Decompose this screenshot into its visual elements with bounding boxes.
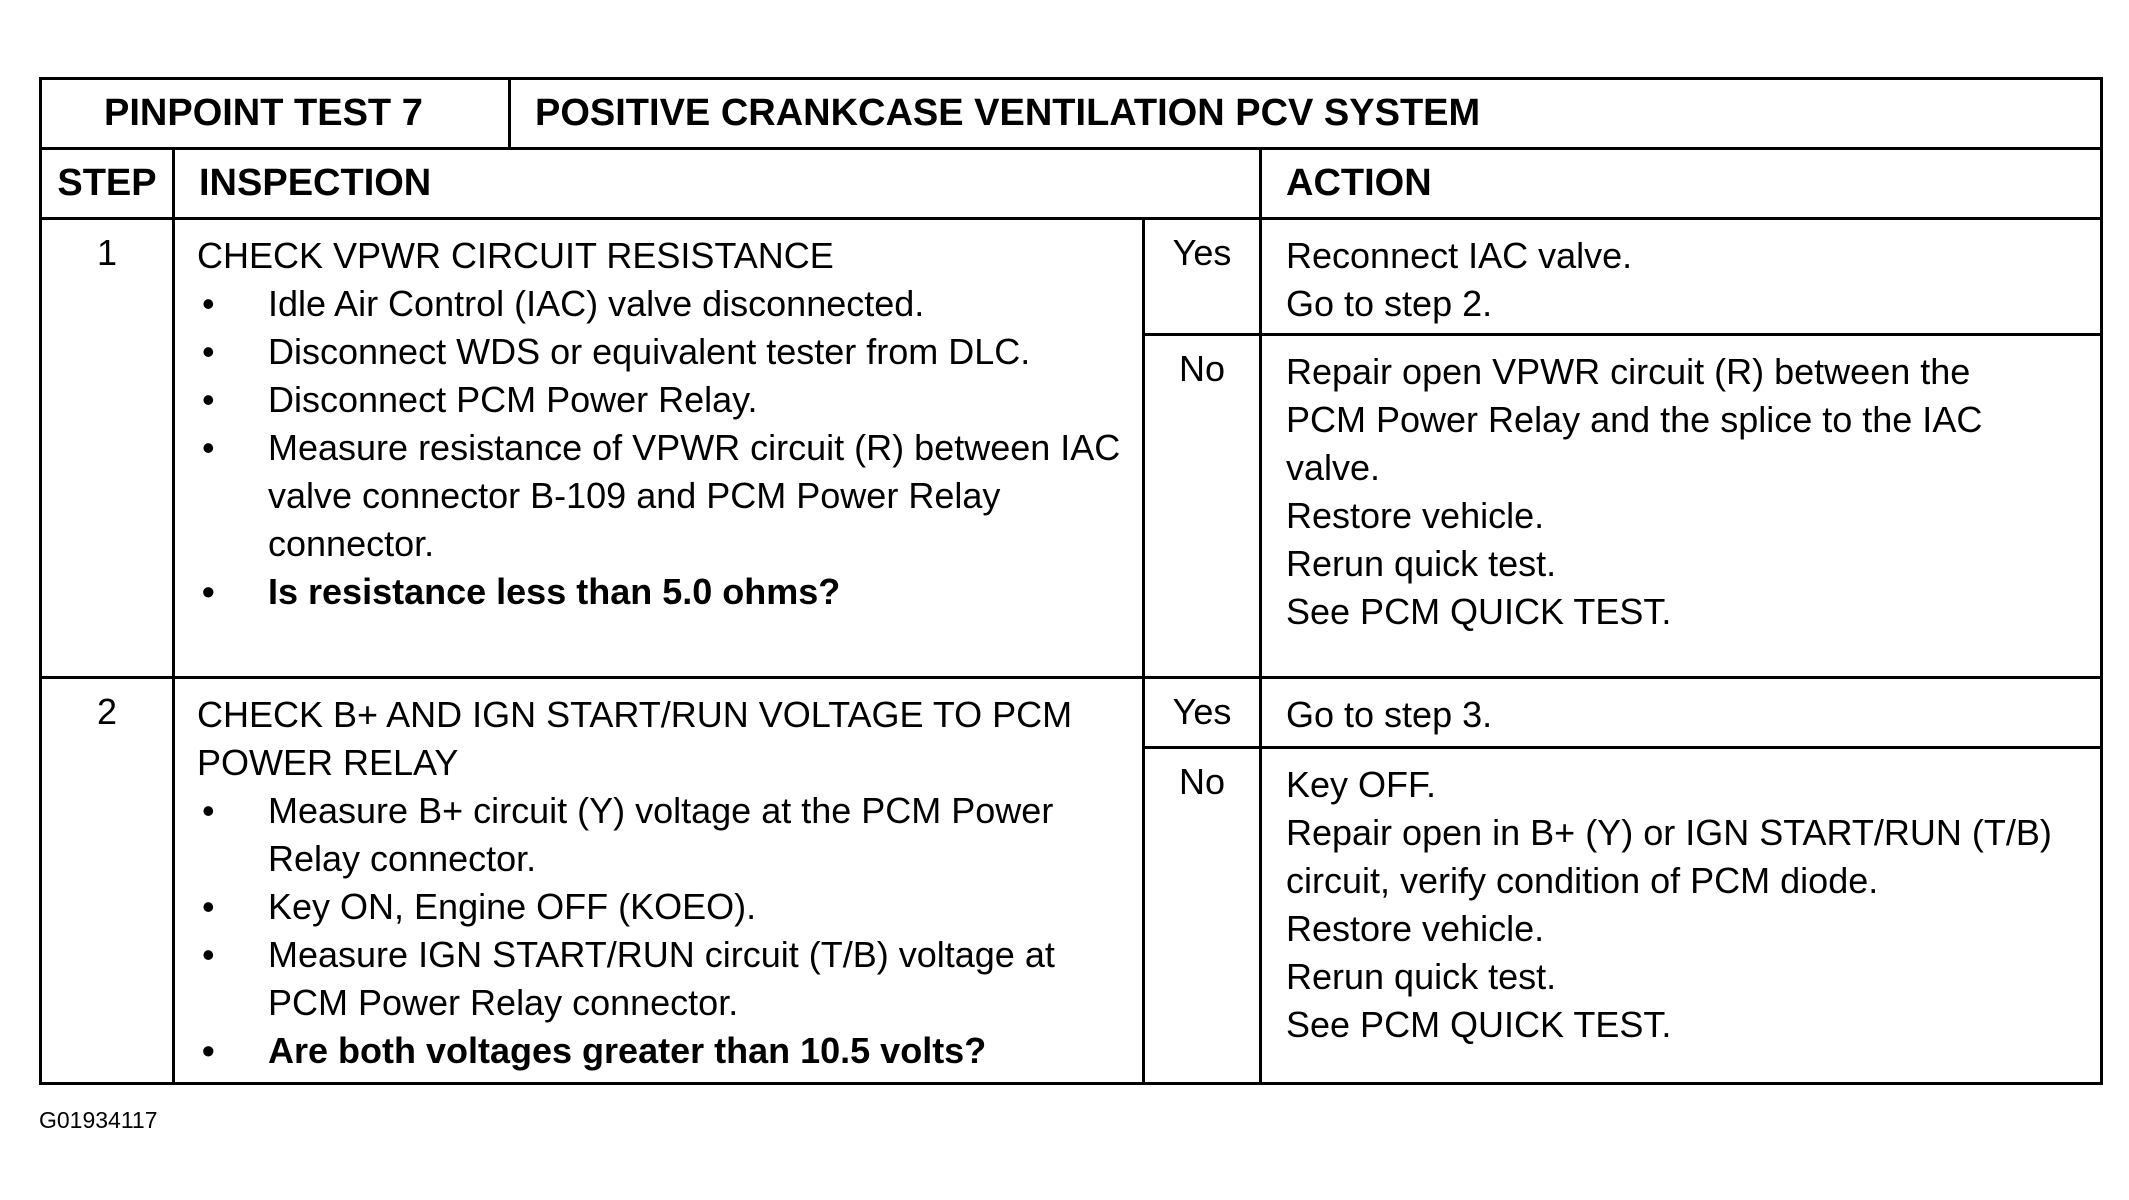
inspection-bullet-list [197,280,1132,616]
inspection-bullet: • Measure IGN START/RUN circuit (T/B) voltage at PCM Power Relay connector. [197,931,1132,1027]
action-cell [1262,679,2100,1085]
inspection-question: • Is resistance less than 5.0 ohms? [197,568,1132,616]
action-column-header: ACTION [1286,162,1432,204]
inspection-column-header: INSPECTION [175,150,1262,217]
step-number: 1 [42,220,175,676]
answer-cell [1145,220,1262,676]
bullet-icon: • [202,1030,215,1071]
bullet-icon: • [202,427,215,468]
yes-label: Yes [1172,232,1232,273]
inspection-heading: CHECK VPWR CIRCUIT RESISTANCE [197,235,834,276]
no-action: Key OFF. Repair open in B+ (Y) or IGN START/RUN (T/B) circuit, verify condition of PCM diode. Restore vehicle. Rerun quick test. See PCM QUICK TEST. [1286,764,2052,1045]
step-column-header: STEP [42,150,175,217]
yes-action: Reconnect IAC valve. Go to step 2. [1286,235,1633,324]
bullet-icon: • [202,571,215,612]
system-title: POSITIVE CRANKCASE VENTILATION PCV SYSTEM [535,92,1481,134]
inspection-heading: CHECK B+ AND IGN START/RUN VOLTAGE TO PCM POWER RELAY [197,694,1073,783]
inspection-cell [175,220,1145,676]
bullet-icon: • [202,934,215,975]
pinpoint-test-table [39,77,2103,1085]
bullet-icon: • [202,331,215,372]
yes-no-divider [1145,746,2100,749]
inspection-bullet: • Measure resistance of VPWR circuit (R) between IAC valve connector B-109 and PCM Power Relay connector. [197,424,1132,568]
yes-label: Yes [1172,691,1232,732]
step-number: 2 [42,679,175,1085]
step-row-1 [42,220,2100,679]
figure-id: G01934117 [39,1107,158,1133]
no-label: No [1178,761,1226,802]
yes-action: Go to step 3. [1286,694,1493,735]
inspection-bullet-list [197,787,1132,1075]
inspection-bullet: • Disconnect PCM Power Relay. [197,376,1132,424]
bullet-icon: • [202,379,215,420]
inspection-bullet: • Idle Air Control (IAC) valve disconnected. [197,280,1132,328]
no-action: Repair open VPWR circuit (R) between the PCM Power Relay and the splice to the IAC valve. Restore vehicle. Rerun quick test. See PCM QUICK TEST. [1286,351,1983,632]
title-row [42,80,2100,150]
test-title: PINPOINT TEST 7 [42,80,511,147]
answer-cell [1145,679,1262,1085]
bullet-icon: • [202,790,215,831]
bullet-icon: • [202,886,215,927]
inspection-bullet: • Measure B+ circuit (Y) voltage at the PCM Power Relay connector. [197,787,1132,883]
inspection-bullet: • Disconnect WDS or equivalent tester from DLC. [197,328,1132,376]
action-cell [1262,220,2100,676]
no-label: No [1178,348,1226,389]
step-row-2 [42,679,2100,1085]
inspection-bullet: • Key ON, Engine OFF (KOEO). [197,883,1132,931]
inspection-cell [175,679,1145,1085]
yes-no-divider [1145,333,2100,336]
inspection-question: • Are both voltages greater than 10.5 volts? [197,1027,1132,1075]
bullet-icon: • [202,283,215,324]
column-header-row [42,150,2100,220]
